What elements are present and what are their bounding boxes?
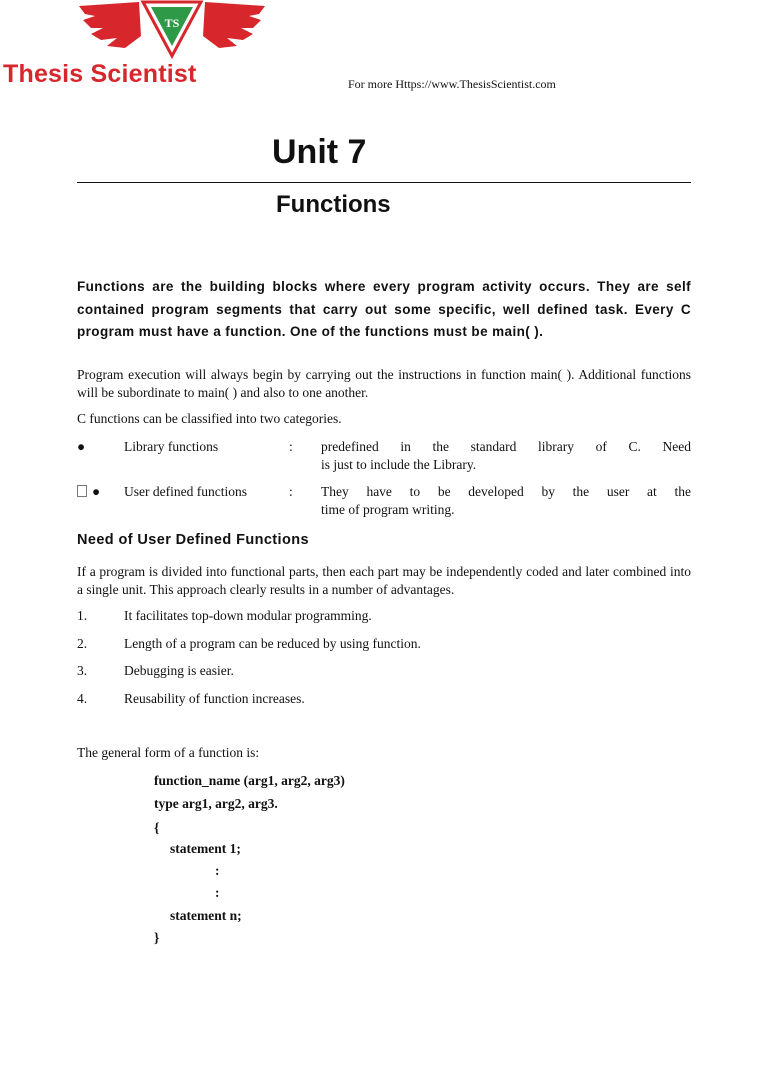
execution-paragraph: Program execution will always begin by carrying out the instructions in function main( ). Additional functions will be subordinate to main( ) and also to one another. <box>77 367 691 400</box>
page-subtitle: Functions <box>276 191 391 218</box>
bullet-icon: ● <box>77 439 86 454</box>
category-colon: : <box>289 439 293 454</box>
advantage-text: Debugging is easier. <box>124 663 234 678</box>
category-name: Library functions <box>124 439 219 454</box>
intro-paragraph: Functions are the building blocks where every program activity occurs. They are self contained program segments that carry out some specific, well defined task. Every C program must have a function. One of the functions must be main( ). <box>77 279 691 339</box>
category-description-line2: is just to include the Library. <box>321 456 477 472</box>
advantage-text: It facilitates top-down modular programming. <box>124 608 372 623</box>
advantage-text: Reusability of function increases. <box>124 691 305 706</box>
code-line: statement n; <box>170 908 242 923</box>
missing-glyph-icon <box>77 485 87 497</box>
advantage-item <box>77 607 691 627</box>
svg-text:TS: TS <box>164 16 180 30</box>
category-description-line1: They have to be developed by the user at the <box>321 484 691 499</box>
advantage-number: 2. <box>77 636 88 651</box>
category-description-line1: predefined in the standard library of C. Need <box>321 439 691 454</box>
categories-intro: C functions can be classified into two categories. <box>77 411 342 426</box>
advantage-text: Length of a program can be reduced by using function. <box>124 636 421 651</box>
code-line: } <box>154 930 160 945</box>
category-row <box>77 483 691 523</box>
advantage-number: 3. <box>77 663 88 678</box>
logo-wordmark: Thesis Scientist <box>3 60 197 88</box>
code-line: : <box>215 863 220 878</box>
code-line: type arg1, arg2, arg3. <box>154 796 278 811</box>
header-website-note: For more Https://www.ThesisScientist.com <box>348 77 556 91</box>
code-line: { <box>154 820 160 835</box>
category-colon: : <box>289 484 293 499</box>
category-description-line2: time of program writing. <box>321 501 455 517</box>
need-paragraph: If a program is divided into functional parts, then each part may be independently coded and later combined into a single unit. This approach clearly results in a number of advantages. <box>77 564 691 597</box>
advantage-number: 1. <box>77 608 88 623</box>
advantage-item <box>77 690 691 710</box>
advantage-item <box>77 662 691 682</box>
category-name: User defined functions <box>124 484 247 499</box>
advantage-number: 4. <box>77 691 88 706</box>
section-heading: Need of User Defined Functions <box>77 532 309 548</box>
general-form-intro: The general form of a function is: <box>77 745 260 760</box>
code-line: : <box>215 885 220 900</box>
code-line: function_name (arg1, arg2, arg3) <box>154 773 345 788</box>
unit-title: Unit 7 <box>272 133 367 171</box>
title-divider <box>77 182 691 183</box>
code-line: statement 1; <box>170 841 241 856</box>
advantage-item <box>77 635 691 655</box>
category-row <box>77 438 691 478</box>
bullet-icon: ● <box>77 483 100 501</box>
